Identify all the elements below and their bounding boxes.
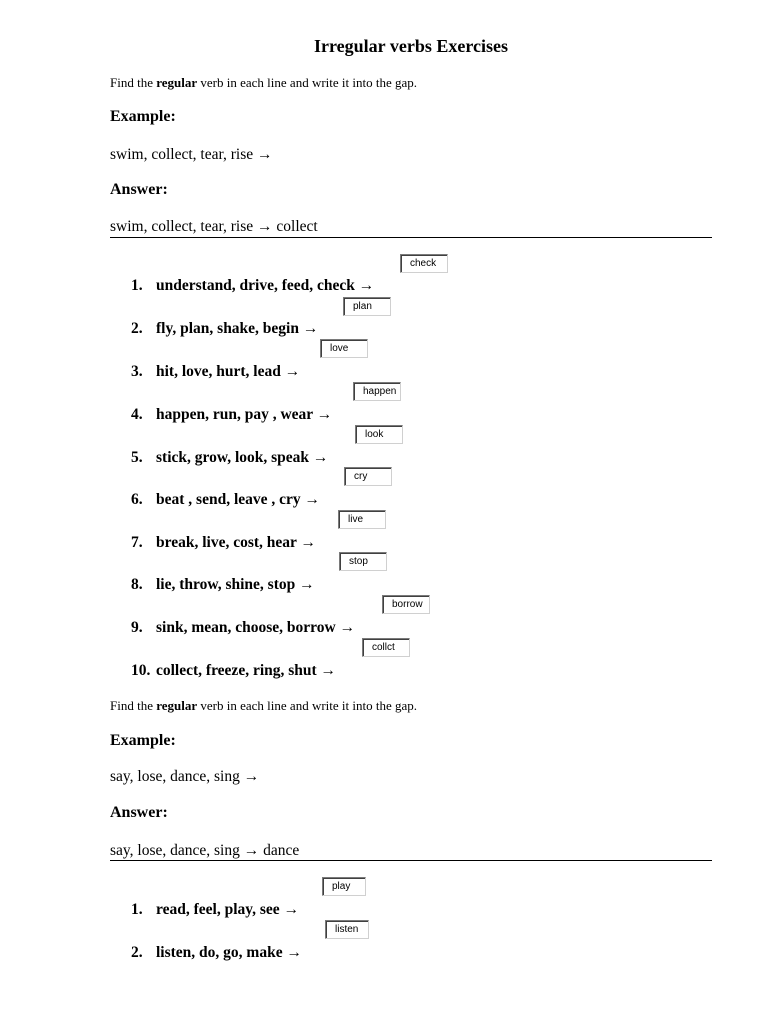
item-number: 9. [131,619,143,636]
exercise-item-1-4 [131,406,332,424]
answer-gap-1-6[interactable]: cry [344,467,392,486]
answer-gap-1-10[interactable]: collct [362,638,410,657]
answer-label-1: Answer: [110,181,168,198]
item-number: 10. [131,662,151,679]
example-label-2: Example: [110,732,176,749]
item-number: 3. [131,363,143,380]
answer-gap-1-1[interactable]: check [400,254,448,273]
instruction-2 [110,698,417,714]
item-number: 4. [131,406,143,423]
answer-gap-1-7[interactable]: live [338,510,386,529]
instruction-1 [110,75,417,91]
instruction-bold: regular [156,698,198,713]
item-text: hit, love, hurt, lead → [156,363,301,380]
answer-gap-2-2[interactable]: listen [325,920,369,939]
exercise-item-1-6 [131,491,320,509]
exercise-item-1-3 [131,363,300,381]
item-text: understand, drive, feed, check → [156,277,375,294]
item-text: read, feel, play, see → [156,901,300,918]
item-text: lie, throw, shine, stop → [156,576,315,593]
item-number: 5. [131,449,143,466]
item-number: 1. [131,277,143,294]
item-text: sink, mean, choose, borrow → [156,619,356,636]
item-text: happen, run, pay , wear → [156,406,333,423]
answer-gap-1-2[interactable]: plan [343,297,391,316]
item-text: fly, plan, shake, begin → [156,320,319,337]
answer-text-1: swim, collect, tear, rise → collect [110,218,318,235]
answer-text-2: say, lose, dance, sing → dance [110,842,300,859]
instruction-suffix: verb in each line and write it into the gap. [197,75,418,90]
exercise-item-1-8 [131,576,315,594]
item-number: 2. [131,944,143,961]
instruction-suffix: verb in each line and write it into the gap. [197,698,418,713]
answer-label-2: Answer: [110,804,168,821]
item-number: 7. [131,534,143,551]
answer-gap-2-1[interactable]: play [322,877,366,896]
item-text: beat , send, leave , cry → [156,491,321,508]
answer-gap-1-5[interactable]: look [355,425,403,444]
item-text: listen, do, go, make → [156,944,302,961]
exercise-item-2-1 [131,901,299,919]
exercise-item-1-2 [131,320,318,338]
divider-2 [110,860,712,861]
exercise-item-1-1 [131,277,374,295]
item-number: 1. [131,901,143,918]
item-text: collect, freeze, ring, shut → [156,662,337,679]
instruction-prefix: Find the [110,75,157,90]
exercise-item-1-9 [131,619,355,637]
item-number: 8. [131,576,143,593]
example-label-1: Example: [110,108,176,125]
example-text-2: say, lose, dance, sing → [110,768,260,785]
answer-gap-1-4[interactable]: happen [353,382,401,401]
item-number: 2. [131,320,143,337]
exercise-item-1-10 [131,662,336,680]
page-title: Irregular verbs Exercises [314,36,508,56]
item-number: 6. [131,491,143,508]
exercise-item-2-2 [131,944,302,962]
exercise-item-1-5 [131,449,328,467]
item-text: break, live, cost, hear → [156,534,317,551]
divider-1 [110,237,712,238]
answer-gap-1-8[interactable]: stop [339,552,387,571]
answer-gap-1-9[interactable]: borrow [382,595,430,614]
instruction-bold: regular [156,75,198,90]
exercise-item-1-7 [131,534,316,552]
item-text: stick, grow, look, speak → [156,449,329,466]
instruction-prefix: Find the [110,698,157,713]
answer-gap-1-3[interactable]: love [320,339,368,358]
example-text-1: swim, collect, tear, rise → [110,146,273,163]
